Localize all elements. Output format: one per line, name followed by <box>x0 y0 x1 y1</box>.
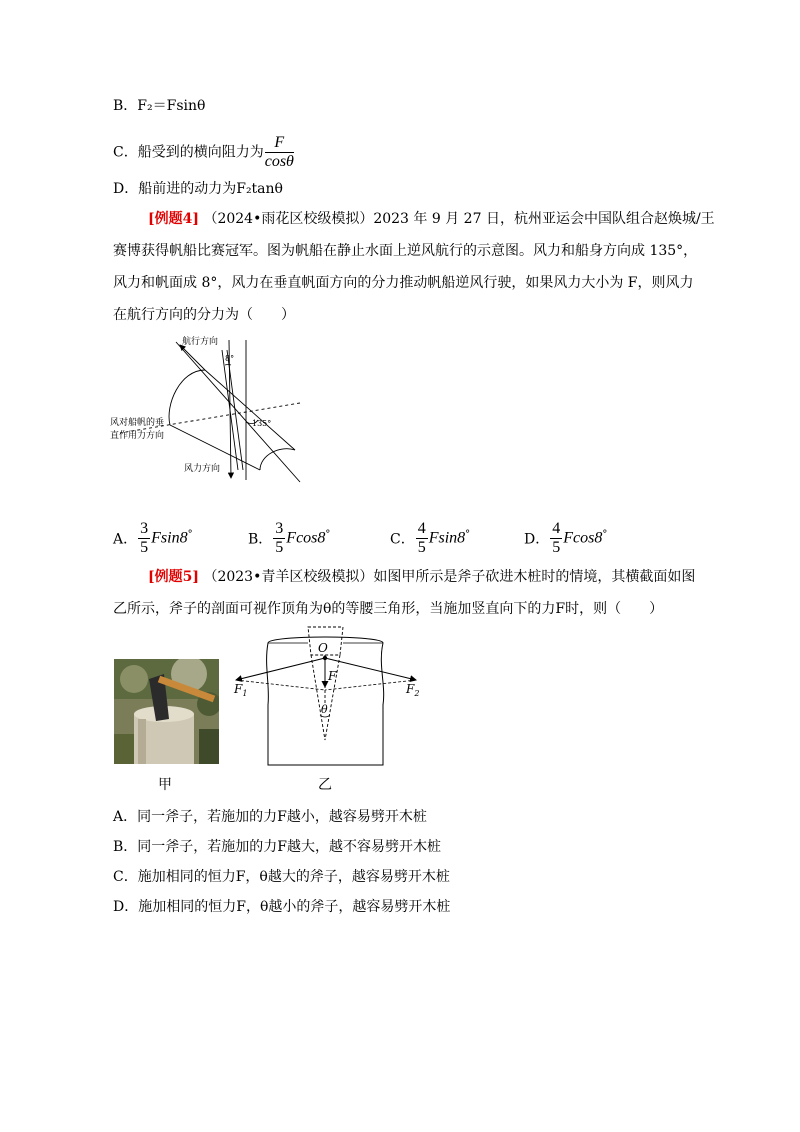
fraction-denominator: cosθ <box>264 153 294 170</box>
label-F2-sub: 2 <box>414 689 420 698</box>
example4-option-a <box>113 520 193 557</box>
option-b-expr: Fcos8 <box>286 529 326 547</box>
option-c-letter: C． <box>390 531 415 548</box>
label-F1 <box>233 682 247 698</box>
option-c-deg: ° <box>465 528 471 540</box>
hull-line-long <box>176 342 300 482</box>
example5-option-d: D．施加相同的恒力F，θ越小的斧子，越容易劈开木桩 <box>113 899 451 915</box>
wedge-left <box>311 655 325 740</box>
option-a-deg: ° <box>187 528 193 540</box>
sail-direction-arrow <box>180 345 205 370</box>
parallelogram-right <box>325 680 416 690</box>
example4-line-4: 在航行方向的分力为（ ） <box>113 307 295 323</box>
label-F: F <box>328 669 337 683</box>
option-a-expr: Fsin8 <box>151 529 188 547</box>
fraction-F-over-cos <box>265 134 294 171</box>
option-a-fraction <box>138 520 150 557</box>
option-b-den: 5 <box>275 539 284 556</box>
label-sail-direction: 航行方向 <box>182 337 219 347</box>
option-c-expr: Fsin8 <box>428 529 466 547</box>
label-F1-sub: 1 <box>242 689 248 698</box>
example5-tag: [例题5] <box>148 569 199 585</box>
axe-photo <box>114 659 219 764</box>
example5-option-c: C．施加相同的恒力F，θ越大的斧子，越容易劈开木桩 <box>113 869 450 885</box>
label-wind-direction: 风力方向 <box>184 464 221 474</box>
hull-line-top <box>205 370 295 450</box>
option-b-num: 3 <box>275 520 284 537</box>
option-a-letter: A． <box>113 531 138 548</box>
option-b-fraction <box>273 520 285 557</box>
example4-line-2: 赛博获得帆船比赛冠军。图为帆船在静止水面上逆风航行的示意图。风力和船身方向成 135°， <box>113 243 698 259</box>
angle-8-arc <box>225 365 231 366</box>
example4-option-d <box>524 520 607 557</box>
example5-option-a: A．同一斧子，若施加的力F越小，越容易劈开木桩 <box>113 809 427 825</box>
option-b-letter: B． <box>248 531 273 548</box>
wedge-right <box>325 655 340 740</box>
option-c-prefix: C．船受到的横向阻力为 <box>113 144 264 161</box>
example4-option-b <box>248 520 330 557</box>
force-F2-arrow <box>325 658 416 680</box>
label-F1-main: F <box>234 682 243 696</box>
label-theta: θ <box>321 703 328 716</box>
label-angle-8: 8° <box>225 354 235 363</box>
example4-line-3: 风力和帆面成 8°，风力在垂直帆面方向的分力推动帆船逆风行驶，如果风力大小为 F，则风力 <box>113 275 694 291</box>
label-F2-main: F <box>406 682 415 696</box>
option-c-prev <box>113 134 295 171</box>
example5-text-1: （2023•青羊区校级模拟）如图甲所示是斧子砍进木桩时的情境，其横截面如图 <box>203 569 696 585</box>
label-angle-135: 135° <box>252 419 272 428</box>
force-F1-arrow <box>236 658 325 680</box>
option-a-den: 5 <box>140 539 149 556</box>
hull-end-right <box>260 449 295 470</box>
example4-line-1 <box>148 209 715 229</box>
option-d-fraction <box>550 520 562 557</box>
option-d-den: 5 <box>552 539 561 556</box>
example4-text-1: （2024•雨花区校级模拟）2023 年 9 月 27 日，杭州亚运会中国队组合赵焕城/王 <box>203 211 715 227</box>
example4-option-c <box>390 520 470 557</box>
parallelogram-left <box>236 680 325 690</box>
option-b-deg: ° <box>325 528 331 540</box>
caption-yi: 乙 <box>318 777 332 793</box>
sailboat-diagram <box>110 330 310 490</box>
hull-end-left <box>169 370 205 425</box>
label-perp-2: 直作用力方向 <box>110 431 165 441</box>
option-c-den: 5 <box>417 539 426 556</box>
option-d-letter: D． <box>524 531 550 548</box>
label-F2 <box>405 682 419 698</box>
example5-line-1 <box>148 567 695 587</box>
axe-cross-section-diagram <box>228 625 428 770</box>
option-d-deg: ° <box>602 528 608 540</box>
label-O: O <box>318 641 328 655</box>
option-d-expr: Fcos8 <box>563 529 603 547</box>
label-perp-1: 风对船帆的垂 <box>110 418 165 428</box>
example5-line-2: 乙所示，斧子的剖面可视作顶角为θ的等腰三角形，当施加竖直向下的力F时，则（ ） <box>113 601 664 617</box>
fraction-numerator: F <box>265 134 294 153</box>
option-c-fraction <box>416 520 428 557</box>
option-b-prev: B．F₂＝Fsinθ <box>113 98 206 114</box>
option-a-num: 3 <box>140 520 149 537</box>
example5-option-b: B．同一斧子，若施加的力F越大，越不容易劈开木桩 <box>113 839 442 855</box>
caption-jia: 甲 <box>158 777 172 793</box>
option-d-prev: D．船前进的动力为F₂tanθ <box>113 181 283 197</box>
example4-tag: [例题4] <box>148 211 199 227</box>
option-c-num: 4 <box>417 520 426 537</box>
option-d-num: 4 <box>552 520 561 537</box>
axe-photo-illustration <box>114 659 219 764</box>
